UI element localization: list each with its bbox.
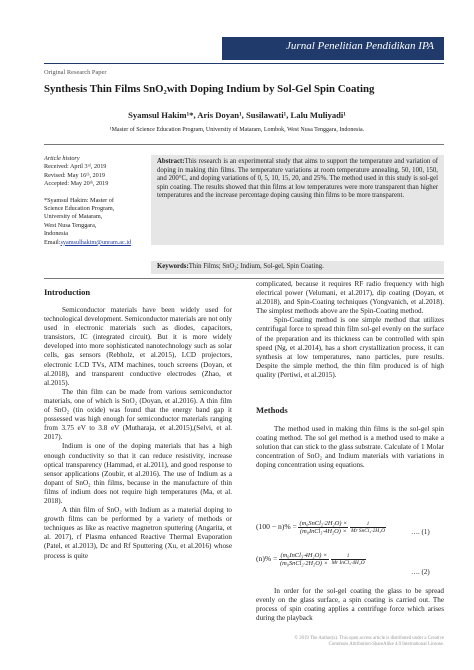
correspondence-line: University of Mataram, [44, 213, 103, 221]
keywords-box [151, 261, 444, 274]
revised-date: Revised: May 16ᵗʰ, 2019 [44, 171, 105, 179]
abstract-text: This research is an experimental study that aims to support the temperature and variation of doping in making thin films. The temperature variations at room temperature annealing, 50, 100, 150, and 200°C, and doping variations of 0, 5, 10, 15, 20, and 25%. The method used in this study is sol-gel spin coating. The results showed that thin films at low temperatures were more transparent than higher temperatures and the increase percentage doping causing thin films to be more transparent. [157, 158, 438, 199]
abstract-label: Abstract: [157, 158, 185, 165]
equation-2-number: …. (2) [411, 568, 430, 576]
eq2-numerator: (m₀InCl₃·4H₂O) × [280, 552, 328, 559]
left-column [44, 306, 232, 561]
eq2-inner-fraction [331, 553, 366, 566]
introduction-heading: Introduction [44, 287, 91, 297]
eq2-inner-den: Mr InCl₃·4H₂O [331, 560, 365, 566]
footer-line: Commons Attribution-ShareAlike 4.0 International License. [328, 642, 444, 647]
eq1-numerator: (m₀SnCl₂·2H₂O) × [299, 520, 348, 527]
eq1-lhs: (100 − n)% = [256, 521, 297, 531]
methods-paragraph: The method used in making thin films is the sol-gel spin coating method. The sol gel method is a method used to make a solution that can stick to the glass substrate. Calculate of 1 Molar concentration of SnO₂ and Indium materials with variations in doping concentration using equations. [256, 425, 444, 470]
paper-title: Synthesis Thin Films SnO₂with Doping Indium by Sol-Gel Spin Coating [44, 83, 375, 95]
intro-paragraph: A thin film of SnO₂ with Indium as a material doping to growth films can be performed by a variety of methods or techniques as like as reactive magnetron sputtering (Angarita, et al. 2017), rf Plasma enhanced Reactive Thermal Evaporation (Patel, et al.2013), Dc and Rf Sputtering (Xu, et al.2016) whose process is quite [44, 506, 232, 560]
correspondence-line: West Nusa Tenggara, [44, 221, 97, 229]
divider-top [44, 144, 444, 145]
intro-paragraph: Semiconductor materials have been widely used for technological development. Semiconductor materials are not only used in electronic materials such as diodes, capacitors, transistors, IC (integrated circuit). But it is more widely developed into more sophisticated nanotechnology such as solar cells, gas sensors (Rebholz, et al.2015), LCD projectors, electronic LCD TVs, ATM machines, touch screens (Doyan, et al.2018), and transparent conductive electrodes (Zhao, et al.2015). [44, 306, 232, 387]
eq1-inner-num: 1 [350, 521, 386, 528]
email-link[interactable]: syamsulhakim@unram.ac.id [60, 238, 132, 246]
body-paragraph: In order for the sol-gel coating the glass to be spread evenly on the glass surface, a spin coating is carried out. The process of spin coating applies a centrifuge force which arises during the playback [256, 587, 444, 623]
equation-1-number: …. (1) [411, 528, 430, 536]
methods-heading: Methods [256, 405, 288, 415]
article-type: Original Research Paper [44, 69, 107, 76]
divider-bottom [44, 278, 444, 279]
eq1-inner-fraction [350, 521, 386, 534]
email-label: Email: [44, 238, 61, 246]
license-footer [250, 636, 444, 648]
eq2-inner-num: 1 [331, 553, 366, 560]
methods-text [256, 425, 444, 470]
author-list: Syamsul Hakim¹*, Aris Doyan¹, Susilawati¹, Lalu Muliyadi¹ [128, 110, 346, 120]
eq2-lhs: (n)% = [256, 553, 278, 563]
body-paragraph: complicated, because it requires RF radio frequency with high electrical power (Velumani, et al.2017), dip coating (Doyan, et al.2018), and Spin-Coating techniques (Yongvanich, et al.2018). The simplest methods above are the Spin-Coating method. [256, 280, 444, 316]
abstract-box [151, 155, 444, 245]
equation-1 [256, 520, 386, 535]
journal-banner [222, 37, 444, 60]
keywords-text: Thin Films; SnO₂; Indium, Sol-gel, Spin Coating. [188, 263, 324, 270]
eq1-inner-den: Mr SnCl₂·2H₂O [350, 528, 385, 534]
affiliation: ¹Master of Science Education Program, University of Mataram, Lombok, West Nusa Tenggara, Indonesia. [109, 127, 365, 133]
eq2-fraction [279, 552, 329, 567]
email-row [44, 239, 147, 247]
footer-line: © 2019 The Author(s). This open access article is distributed under a Creative [294, 636, 444, 641]
correspondence-line: Indonesia [44, 230, 69, 238]
right-column-top [256, 280, 444, 380]
correspondence-line: *Syamsul Hakim: Master of [44, 196, 114, 204]
eq2-denominator: (m₀SnCl₂·2H₂O) × [279, 560, 328, 567]
eq1-fraction [298, 520, 348, 535]
article-info-sidebar [44, 155, 147, 247]
received-date: Received: April 3ʳᵈ, 2019 [44, 163, 107, 171]
journal-name: Jurnal Penelitian Pendidikan IPA [286, 40, 434, 52]
eq1-denominator: (m₀InCl₃·4H₂O) × [299, 528, 347, 535]
accepted-date: Accepted: May 20ᵗʰ, 2019 [44, 180, 109, 188]
correspondence-line: Science Education Program, [44, 205, 115, 213]
body-paragraph: Spin-Coating method is one simple method that utilizes centrifugal force to spread thin film sol-gel evenly on the surface of the preparation and its thickness can be controlled with spin speed (Ng, et al.2014), has a short crystallization process, it can synthesis at low temperatures, nano particles, pure results. Despite the simple method, the thin film produced is of high quality (Pertiwi, et al.2015). [256, 316, 444, 379]
keywords-label: Keywords: [157, 263, 189, 270]
header-rule [44, 63, 444, 64]
history-heading: Article history [44, 155, 80, 162]
intro-paragraph: The thin film can be made from various semiconductor materials, one of which is SnO₂ (Doyan, et al.2016). A thin film of SnO₂ (tin oxide) was found that the energy band gap it possessed was high enough for semiconductor materials ranging from 3.75 eV to 3.8 eV (Mutharaja, et al.2015),(Selvi, et al. 2017). [44, 387, 232, 442]
equation-2 [256, 552, 366, 567]
intro-paragraph: Indium is one of the doping materials that has a high enough conductivity so that it can reduce resistivity, increase optical transparency (Hammad, et al.2011), and good response to sensor applications (Zoubir, et al.2016). The use of Indium as a dopant of SnO₂ thin films, because in the manufacture of thin films of indium does not require high temperatures (Ma, et al. 2018). [44, 442, 232, 505]
right-column-bottom [256, 587, 444, 623]
